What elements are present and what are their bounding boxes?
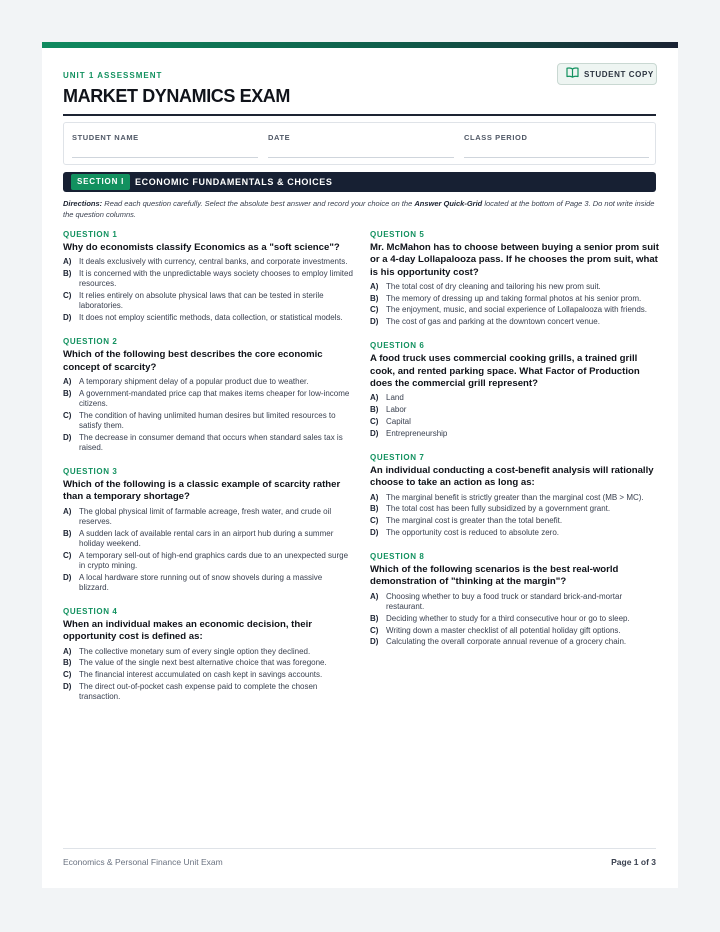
section-number: SECTION I xyxy=(71,174,130,190)
option-letter: D) xyxy=(370,317,379,327)
section-title: ECONOMIC FUNDAMENTALS & CHOICES xyxy=(135,177,333,187)
question-text: Mr. McMahon has to choose between buying a senior prom suit or a 4-day Lollapalooza pass. If he chooses the prom suit, what is his opportunity cost? xyxy=(370,242,659,278)
question-column-right xyxy=(370,230,660,662)
option-text: A sudden lack of available rental cars in an airport hub during a summer holiday weekend. xyxy=(79,528,334,548)
option-letter: A) xyxy=(370,591,379,601)
answer-option[interactable] xyxy=(63,433,353,453)
question-7 xyxy=(370,453,660,538)
answer-option[interactable] xyxy=(63,291,353,311)
title-divider xyxy=(63,114,656,116)
option-text: Calculating the overall corporate annual revenue of a grocery chain. xyxy=(386,637,627,647)
option-letter: D) xyxy=(63,572,72,582)
option-text: It is concerned with the unpredictable ways society chooses to employ limited resources. xyxy=(79,269,353,289)
student-name-field[interactable] xyxy=(72,133,139,142)
field-label: STUDENT NAME xyxy=(72,133,139,142)
answer-option[interactable] xyxy=(63,573,353,593)
option-letter: C) xyxy=(370,305,379,315)
question-text: Which of the following is a classic example of scarcity rather than a temporary shortage? xyxy=(63,479,341,503)
question-4 xyxy=(63,607,353,702)
option-text: The condition of having unlimited human desires but limited resources to satisfy them. xyxy=(79,410,336,430)
answer-grid-reference: Answer Quick-Grid xyxy=(414,199,483,208)
directions-lead: Directions: xyxy=(63,199,103,208)
question-text: Why do economists classify Economics as a "soft science"? xyxy=(63,242,340,253)
answer-option[interactable] xyxy=(370,294,660,304)
option-letter: A) xyxy=(63,257,72,267)
answer-option[interactable] xyxy=(370,317,660,327)
option-text: The total cost has been fully subsidized by a government grant. xyxy=(386,504,611,514)
question-number: QUESTION 8 xyxy=(370,552,425,562)
option-text: Land xyxy=(386,393,404,403)
option-text: A temporary sell-out of high-end graphics cards due to an unexpected surge in crypto mining. xyxy=(79,550,349,570)
option-text: It does not employ scientific methods, data collection, or statistical models. xyxy=(79,313,343,323)
question-text: Which of the following scenarios is the best real-world demonstration of "thinking at the margin"? xyxy=(370,564,619,588)
answer-option[interactable] xyxy=(63,507,353,527)
option-text: A local hardware store running out of snow shovels during a massive blizzard. xyxy=(79,572,323,592)
option-letter: B) xyxy=(370,613,379,623)
question-column-left xyxy=(63,230,353,716)
exam-page xyxy=(42,42,678,888)
field-label: DATE xyxy=(268,133,291,142)
option-letter: A) xyxy=(370,492,379,502)
answer-option[interactable] xyxy=(370,504,660,514)
answer-option[interactable] xyxy=(370,637,660,647)
question-2 xyxy=(63,337,353,453)
answer-option[interactable] xyxy=(63,389,353,409)
option-text: The marginal cost is greater than the total benefit. xyxy=(386,516,563,526)
answer-option[interactable] xyxy=(370,592,660,612)
option-text: The opportunity cost is reduced to absolute zero. xyxy=(386,527,559,537)
option-text: The collective monetary sum of every single option they declined. xyxy=(79,646,311,656)
option-text: Choosing whether to buy a food truck or standard brick-and-mortar restaurant. xyxy=(386,591,623,611)
answer-option[interactable] xyxy=(370,614,660,624)
field-line xyxy=(464,157,649,158)
option-letter: C) xyxy=(63,670,72,680)
option-text: The financial interest accumulated on cash kept in savings accounts. xyxy=(79,670,323,680)
answer-option[interactable] xyxy=(63,377,353,387)
option-letter: D) xyxy=(370,527,379,537)
option-letter: D) xyxy=(63,432,72,442)
option-letter: D) xyxy=(370,428,379,438)
footer-divider xyxy=(63,848,656,849)
option-text: The cost of gas and parking at the downtown concert venue. xyxy=(386,317,600,327)
option-text: The global physical limit of farmable acreage, fresh water, and crude oil reserves. xyxy=(79,506,332,526)
question-text: Which of the following best describes the core economic concept of scarcity? xyxy=(63,349,323,373)
option-letter: A) xyxy=(63,376,72,386)
directions-text-1: Read each question carefully. Select the absolute best answer and record your choice on the xyxy=(102,199,415,208)
page-title: MARKET DYNAMICS EXAM xyxy=(63,86,291,106)
question-number: QUESTION 4 xyxy=(63,607,118,617)
question-number: QUESTION 3 xyxy=(63,467,118,477)
answer-option[interactable] xyxy=(63,269,353,289)
answer-option[interactable] xyxy=(370,305,660,315)
option-text: A temporary shipment delay of a popular product due to weather. xyxy=(79,376,309,386)
student-info-box xyxy=(63,122,656,165)
option-text: The value of the single next best alternative choice that was foregone. xyxy=(79,658,327,668)
option-text: It relies entirely on absolute physical laws that can be tested in sterile laboratories. xyxy=(79,291,324,311)
question-number: QUESTION 2 xyxy=(63,337,118,347)
field-line xyxy=(72,157,258,158)
option-letter: B) xyxy=(63,269,72,279)
answer-option[interactable] xyxy=(63,257,353,267)
option-letter: B) xyxy=(370,405,379,415)
option-text: The direct out-of-pocket cash expense paid to complete the chosen transaction. xyxy=(79,682,318,702)
question-8 xyxy=(370,552,660,647)
option-text: The memory of dressing up and taking formal photos at his senior prom. xyxy=(386,293,642,303)
option-letter: A) xyxy=(63,646,72,656)
option-letter: B) xyxy=(63,658,72,668)
option-letter: D) xyxy=(370,637,379,647)
option-text: Entrepreneurship xyxy=(386,428,448,438)
question-5 xyxy=(370,230,660,327)
answer-option[interactable] xyxy=(370,282,660,292)
page-number: Page 1 of 3 xyxy=(611,857,656,867)
answer-option[interactable] xyxy=(370,493,660,503)
directions-text-2: located at the bottom of Page 3. Do not write inside the question columns. xyxy=(63,199,655,219)
option-text: The total cost of dry cleaning and tailoring his new prom suit. xyxy=(386,281,601,291)
option-letter: A) xyxy=(370,281,379,291)
answer-option[interactable] xyxy=(63,551,353,571)
answer-option[interactable] xyxy=(63,682,353,702)
option-text: It deals exclusively with currency, central banks, and corporate investments. xyxy=(79,257,348,267)
question-3 xyxy=(63,467,353,593)
answer-option[interactable] xyxy=(63,670,353,680)
question-number: QUESTION 7 xyxy=(370,452,425,462)
option-text: Writing down a master checklist of all potential holiday gift options. xyxy=(386,625,621,635)
option-letter: B) xyxy=(63,528,72,538)
footer-course-title: Economics & Personal Finance Unit Exam xyxy=(63,857,223,867)
question-text: When an individual makes an economic decision, their opportunity cost is defined as: xyxy=(63,619,312,643)
option-text: Capital xyxy=(386,416,411,426)
option-letter: C) xyxy=(63,410,72,420)
question-number: QUESTION 5 xyxy=(370,230,425,239)
option-letter: C) xyxy=(370,416,379,426)
option-letter: A) xyxy=(370,393,379,403)
option-letter: D) xyxy=(63,313,72,323)
option-letter: C) xyxy=(370,625,379,635)
option-text: A government-mandated price cap that makes items cheaper for low-income citizens. xyxy=(79,388,350,408)
option-text: The enjoyment, music, and social experience of Lollapalooza with friends. xyxy=(386,305,648,315)
option-letter: C) xyxy=(63,291,72,301)
question-number: QUESTION 6 xyxy=(370,341,425,351)
option-letter: B) xyxy=(63,388,72,398)
option-letter: B) xyxy=(370,504,379,514)
badge-label: STUDENT COPY xyxy=(584,69,654,79)
question-number: QUESTION 1 xyxy=(63,230,118,239)
option-text: Labor xyxy=(386,405,407,415)
answer-option[interactable] xyxy=(370,393,660,403)
field-label: CLASS PERIOD xyxy=(464,133,528,142)
question-1 xyxy=(63,230,353,323)
answer-option[interactable] xyxy=(370,417,660,427)
answer-option[interactable] xyxy=(63,411,353,431)
option-text: The decrease in consumer demand that occurs when standard sales tax is raised. xyxy=(79,432,343,452)
answer-option[interactable] xyxy=(63,313,353,323)
top-accent-bar xyxy=(42,42,678,48)
directions-text xyxy=(63,198,663,220)
question-text: A food truck uses commercial cooking grills, a trained grill cook, and rented parking space. What Factor of Production does the commercial grill represent? xyxy=(370,353,640,390)
open-book-icon xyxy=(566,65,579,83)
date-field[interactable] xyxy=(268,133,290,142)
question-text: An individual conducting a cost-benefit analysis will rationally choose to take an action as long as: xyxy=(370,464,654,489)
student-copy-badge xyxy=(557,63,657,85)
section-header xyxy=(63,172,656,192)
question-6 xyxy=(370,341,660,438)
option-text: The marginal benefit is strictly greater than the marginal cost (MB > MC). xyxy=(386,492,644,502)
answer-option[interactable] xyxy=(370,528,660,538)
answer-option[interactable] xyxy=(370,516,660,526)
class-period-field[interactable] xyxy=(464,133,527,142)
answer-option[interactable] xyxy=(63,647,353,657)
answer-option[interactable] xyxy=(370,626,660,636)
answer-option[interactable] xyxy=(370,405,660,415)
option-letter: C) xyxy=(370,516,379,526)
option-letter: C) xyxy=(63,550,72,560)
field-line xyxy=(268,157,454,158)
unit-label: UNIT 1 ASSESSMENT xyxy=(63,71,163,80)
option-letter: A) xyxy=(63,506,72,516)
answer-option[interactable] xyxy=(370,429,660,439)
option-letter: B) xyxy=(370,293,379,303)
option-text: Deciding whether to study for a third consecutive hour or go to sleep. xyxy=(386,613,630,623)
option-letter: D) xyxy=(63,682,72,692)
answer-option[interactable] xyxy=(63,529,353,549)
answer-option[interactable] xyxy=(63,658,353,668)
